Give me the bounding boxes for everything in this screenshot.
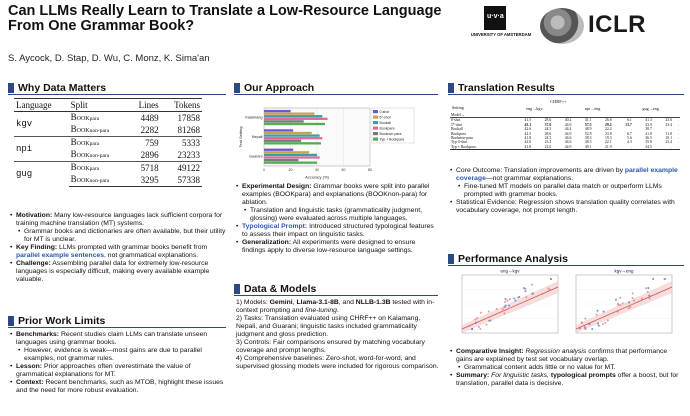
setting-cell: Typ + Bookpara [450, 145, 512, 150]
lang-cell: kgv [16, 119, 33, 129]
value-cell: 22.2 [604, 127, 612, 132]
scatter-point [617, 311, 619, 313]
scatter-point [503, 306, 505, 308]
scatter-point [488, 310, 490, 312]
bar [264, 132, 312, 134]
bar [264, 140, 301, 142]
lines-cell: 2282 [140, 125, 159, 135]
lines-cell: 4489 [140, 113, 159, 123]
scatter-point [505, 298, 507, 300]
section-bar-icon [8, 316, 14, 326]
value-cell: 42.6 [524, 140, 532, 145]
scatter-point [476, 317, 478, 319]
value-cell: 11.8 [665, 131, 673, 136]
split-cell: Booknon-para [70, 124, 110, 134]
value-cell: . [678, 131, 679, 136]
value-cell: 44.6 [564, 140, 572, 145]
tokens-cell: 49122 [161, 162, 202, 175]
section-bar-icon [234, 83, 240, 93]
category-label: Kalamang [245, 115, 263, 120]
tokens-cell: 57338 [161, 174, 202, 187]
scatter-point [615, 299, 617, 301]
section-bar-icon [8, 83, 14, 93]
bar [264, 113, 314, 115]
scatter-point [591, 328, 593, 330]
bar-chart-svg [238, 104, 416, 180]
value-cell: 44.9 [552, 145, 572, 150]
value-cell: . [678, 140, 679, 145]
value-cell: 44.9 [564, 122, 572, 127]
scatter-point [607, 319, 609, 321]
scatter-point [652, 278, 654, 280]
divider [8, 327, 226, 328]
legend-swatch [373, 110, 378, 113]
value-cell: 44.4 [564, 127, 572, 132]
split-cell: Bookpara [69, 162, 128, 175]
scatter-point [541, 293, 543, 295]
scatter-point [468, 325, 470, 327]
divider [234, 94, 438, 95]
models-heading: Data & Models [234, 283, 316, 295]
value-cell: 41.5 [512, 118, 532, 123]
bar [264, 156, 320, 158]
scatter-point [506, 300, 508, 302]
group-label: npi→eng [584, 106, 601, 111]
legend-swatch [373, 127, 378, 130]
value-cell: 48.9 [584, 127, 592, 132]
scatter-point [632, 297, 634, 299]
scatter-point [488, 320, 490, 322]
iclr-logo [540, 6, 688, 46]
scatter-point [628, 307, 630, 309]
poster-title: Can LLMs Really Learn to Translate a Low-Resource Language From One Grammar Book? [8, 3, 442, 34]
value-cell: 24.5 [544, 127, 552, 132]
legend-label: 5*-shot [379, 115, 391, 120]
scatter-point [617, 304, 619, 306]
split-cell: Booknon-para [70, 149, 110, 159]
models-p4: 4) Comprehensive baselines: Zero-shot, word-for-word, and supervised glossing models were included for rigorous comparison. [236, 355, 439, 370]
scatter-point [596, 314, 598, 316]
performance-bullets [450, 348, 682, 388]
bar [264, 142, 321, 144]
legend-swatch [373, 116, 378, 119]
table-row [14, 137, 202, 150]
value-cell: 37.6 [544, 122, 552, 127]
legend-swatch [373, 132, 378, 135]
scatter-point [604, 322, 606, 324]
scatter-point [648, 297, 650, 299]
table-row [14, 162, 202, 175]
results-metric: CHRF++ [550, 99, 567, 104]
prior-heading: Prior Work Limits [8, 315, 105, 327]
list-item: • Grammar books and dictionaries are often available, but their utility for MT is unclear. [10, 228, 228, 244]
value-cell: 22.1 [604, 140, 612, 145]
bar [264, 134, 320, 136]
uva-logo [470, 6, 530, 46]
scatter-point [509, 298, 511, 300]
setting-cell: Bookpara [451, 131, 466, 136]
value-cell: 38.3 [584, 136, 592, 141]
scatter-point [579, 327, 581, 329]
x-tick-label: 80 [368, 168, 372, 172]
scatter-point [503, 312, 505, 314]
value-cell: 41.3 [633, 118, 653, 123]
scatter-point [514, 300, 516, 302]
value-cell: 36.5 [645, 136, 652, 141]
scatter-point [585, 328, 587, 330]
scatter-point [629, 306, 631, 308]
scatter-svg [452, 266, 676, 342]
scatter-point [622, 302, 624, 304]
value-cell: 49.1 [572, 145, 592, 150]
lines-cell: 2896 [140, 150, 159, 160]
scatter-point [513, 297, 515, 299]
scatter-point [471, 328, 473, 330]
results-setting: Setting [452, 105, 464, 110]
bar [264, 110, 291, 112]
value-cell: 38.7 [645, 127, 652, 132]
bar [264, 149, 293, 151]
value-cell: 43.9 [645, 122, 652, 127]
results-heading: Translation Results [448, 82, 555, 94]
bar [264, 123, 325, 125]
tokens-cell: 23233 [177, 150, 200, 160]
value-cell: . [678, 127, 679, 132]
value-cell: 44.6 [564, 136, 572, 141]
col-split: Split [69, 99, 128, 112]
plot-title: kgv→eng [614, 268, 634, 274]
scatter-point [628, 301, 630, 303]
bar [264, 118, 328, 120]
scatter-point [647, 291, 649, 293]
table-row [450, 145, 680, 150]
split-cell: Bookpara [70, 112, 100, 122]
value-cell: . [678, 122, 679, 127]
value-cell: 43.1 [524, 122, 532, 127]
value-cell: 19.3 [604, 136, 612, 141]
value-cell: 42.5 [524, 131, 532, 136]
legend-label: Booknon-para [379, 132, 402, 136]
scatter-point [474, 318, 476, 320]
tokens-cell: 17858 [177, 113, 200, 123]
scatter-point [632, 292, 634, 294]
legend-swatch [373, 121, 378, 124]
scatter-point [603, 311, 605, 313]
list-item: • Benchmarks: Recent studies claim LLMs can translate unseen languages using grammar books. [10, 331, 228, 347]
results-table [450, 113, 680, 150]
y-axis-label: Test Setting [238, 126, 243, 148]
scatter-point [485, 324, 487, 326]
value-cell: 29.2 [604, 122, 612, 127]
scatter-point [496, 308, 498, 310]
section-bar-icon [448, 254, 454, 264]
value-cell: 48.5 [584, 140, 592, 145]
value-cell: 28.6 [532, 118, 552, 123]
approach-heading: Our Approach [234, 82, 314, 94]
value-cell: . [673, 118, 680, 123]
group-label: gug→eng [642, 106, 659, 111]
scatter-point [619, 297, 621, 299]
scatter-point [518, 296, 520, 298]
value-cell: 41.8 [645, 131, 652, 136]
data-split-table [14, 98, 202, 187]
scatter-point [648, 295, 650, 297]
plot-title: eng→kgv [500, 268, 520, 274]
list-item: • Generalization: All experiments were designed to ensure findings apply to diverse low-resource language settings. [236, 239, 440, 255]
scatter-point [602, 323, 604, 325]
value-cell: 21.9 [593, 145, 613, 150]
bar [264, 129, 293, 131]
scatter-point [598, 325, 600, 327]
scatter-point [505, 304, 507, 306]
section-bar-icon [448, 83, 454, 93]
scatter-point [656, 292, 658, 294]
scatter-point [581, 322, 583, 324]
tokens-cell: 5333 [161, 137, 202, 150]
value-cell: 23.4 [665, 140, 673, 145]
split-cell: Bookpara [69, 137, 128, 150]
scatter-point [645, 287, 647, 289]
value-cell: 41.8 [524, 136, 532, 141]
setting-cell: Booknon-para [451, 136, 473, 141]
value-cell: . [671, 127, 673, 132]
poster-authors: S. Aycock, D. Stap, D. Wu, C. Monz, K. Sima'an [8, 53, 210, 64]
lang-cell: gug [14, 162, 69, 187]
split-cell: Booknon-para [69, 174, 128, 187]
value-cell: 6.1 [613, 118, 633, 123]
value-cell: 5.6 [627, 136, 632, 141]
value-cell: 52.8 [584, 131, 592, 136]
lines-cell: 759 [127, 137, 160, 150]
scatter-point [475, 322, 477, 324]
legend-label: 0-shot [379, 110, 390, 114]
lang-cell: npi [14, 137, 69, 162]
uva-name: UNIVERSITY OF AMSTERDAM [470, 32, 532, 37]
bar [264, 154, 317, 156]
value-cell: 31.1 [572, 118, 592, 123]
setting-cell: Bookall [451, 127, 464, 132]
value-cell: 28.6 [544, 131, 552, 136]
bar [264, 115, 322, 117]
x-tick-label: 20 [288, 168, 293, 172]
list-item: • Core Outcome: Translation improvements are driven by parallel example coverage—not grammar explanations. [450, 167, 682, 183]
scatter-point [524, 290, 526, 292]
value-cell: 34.5 [633, 145, 653, 150]
scatter-point [641, 298, 643, 300]
legend-label: Typ + Bookpara [379, 137, 405, 142]
bar [264, 151, 309, 153]
scatter-point [547, 287, 549, 289]
col-language: Language [14, 99, 69, 112]
regression-plots [452, 266, 676, 342]
scatter-point [525, 296, 527, 298]
x-axis-label: Accuracy (%) [305, 174, 329, 180]
value-cell: 40.2 [552, 118, 572, 123]
models-text [236, 299, 440, 371]
value-cell: 4.3 [627, 140, 632, 145]
scatter-point [647, 287, 649, 289]
performance-heading: Performance Analysis [448, 253, 568, 265]
value-cell: 23.8 [604, 131, 612, 136]
x-tick-label: 60 [341, 168, 346, 172]
value-cell: 41.8 [512, 145, 532, 150]
bar [264, 161, 317, 163]
divider [8, 94, 226, 95]
list-item: • Grammatical content adds little or no value for MT. [450, 364, 682, 372]
list-item: • Fine-tuned MT models on parallel data match or outperform LLMs prompted with grammar books. [450, 183, 682, 199]
setting-cell: Typ 0-shot [451, 140, 468, 145]
list-item: • However, evidence is weak—most gains are due to parallel examples, not grammar rules. [10, 347, 228, 363]
models-p1: 1) Models: Gemini, Llama-3.1-8B, and NLLB-1.3B tested with in-context prompting and fine-tuning. [236, 299, 435, 314]
value-cell: 35.9 [645, 140, 652, 145]
iclr-brain-icon [540, 8, 584, 44]
legend-label: Bookall [379, 121, 391, 125]
scatter-point [478, 326, 480, 328]
value-cell: 26.6 [593, 118, 613, 123]
value-cell: . [673, 145, 680, 150]
scatter-point [531, 293, 533, 295]
value-cell: 22.0 [532, 145, 552, 150]
value-cell: 23.4 [665, 122, 673, 127]
results-bullets [450, 167, 682, 215]
scatter-point [597, 322, 599, 324]
value-cell: 24.5 [544, 136, 552, 141]
scatter-point [589, 323, 591, 325]
category-label: Nepali [251, 134, 263, 139]
list-item: • Experimental Design: Grammar books were split into parallel examples (BOOKpara) and explanations (BOOKnon-para) for ablation. [236, 183, 440, 207]
x-tick-label: 40 [315, 168, 319, 172]
list-item: • Key Finding: LLMs prompted with grammar books benefit from parallel example sentences, not grammatical explanations. [10, 244, 228, 260]
list-item: • Typological Prompt: Introduced structured typological features to assess their impact on linguistic tasks. [236, 223, 440, 239]
models-p2: 2) Tasks: Translation evaluated using CHRF++ on Kalamang, Nepali, and Guarani; linguistic tasks included grammaticality judgment and gloss prediction. [236, 315, 421, 338]
scatter-point [550, 278, 552, 280]
results-groups [505, 106, 680, 111]
list-item: • Challenge: Assembling parallel data for extremely low-resource languages is especially difficult, making every available example valuable. [10, 260, 228, 284]
table-row [14, 112, 202, 125]
scatter-point [508, 305, 510, 307]
scatter-point [502, 308, 504, 310]
value-cell: 23.6 [653, 118, 673, 123]
group-label: eng→kgv [526, 106, 543, 111]
why-heading: Why Data Matters [8, 82, 106, 94]
divider [234, 295, 438, 296]
value-cell: 57.5 [584, 122, 592, 127]
value-cell: 6.7 [627, 131, 632, 136]
scatter-point [480, 312, 482, 314]
list-item: • Lesson: Prior approaches often overestimate the value of grammatical explanations for MT. [10, 363, 228, 379]
col-tokens: Tokens [161, 99, 202, 112]
models-p3: 3) Controls: Fair comparisons ensured by matching vocabulary coverage and prompt lengths. [236, 339, 425, 354]
col-lines: Lines [127, 99, 160, 112]
category-label: Guarani [248, 154, 263, 159]
approach-bullets [236, 183, 440, 255]
bar [264, 120, 304, 122]
scatter-point [633, 300, 635, 302]
section-bar-icon [234, 284, 240, 294]
list-item: • Summary: For linguistic tasks, typological prompts offer a boost, but for translation, parallel data is decisive. [450, 372, 682, 388]
iclr-wordmark: ICLR [588, 11, 646, 38]
value-cell: . [653, 145, 673, 150]
value-cell: 42.6 [524, 127, 532, 132]
list-item: • Context: Recent benchmarks, such as MTOB, highlight these issues and the need for more robust evaluation. [10, 379, 228, 395]
tokens-cell: 81268 [177, 125, 200, 135]
scatter-point [663, 278, 665, 280]
scatter-point [619, 304, 621, 306]
scatter-point [504, 301, 506, 303]
divider [448, 94, 684, 95]
x-tick-label: 0 [263, 168, 265, 172]
value-cell: 44.9 [564, 131, 572, 136]
scatter-point [596, 310, 598, 312]
lines-cell: 3295 [127, 174, 160, 187]
value-cell: . [678, 136, 679, 141]
value-cell: . [630, 127, 632, 132]
prior-bullets [10, 331, 228, 395]
approach-chart [238, 104, 416, 180]
value-cell: 13.7 [625, 122, 632, 127]
list-item: • Motivation: Many low-resource languages lack sufficient corpora for training machine translation (MT) systems. [10, 212, 228, 228]
value-cell: 23.2 [544, 140, 552, 145]
list-item: • Comparative Insight: Regression analysis confirms that performance gains are explained by test set vocabulary overlap. [450, 348, 682, 364]
scatter-point [531, 284, 533, 286]
why-bullets [10, 212, 228, 284]
bar [264, 137, 322, 139]
lines-cell: 5718 [127, 162, 160, 175]
list-item: • Statistical Evidence: Regression shows translation quality correlates with vocabulary coverage, not prompt length. [450, 199, 682, 215]
setting-cell: 5*-shot [451, 122, 463, 127]
value-cell: 10.1 [665, 136, 673, 141]
bar [264, 159, 298, 161]
scatter-point [524, 288, 526, 290]
setting-cell: 0-shot [450, 118, 512, 123]
scatter-point [584, 318, 586, 320]
value-cell: . [613, 145, 633, 150]
uva-seal-icon: u·v·a [484, 6, 506, 30]
setting-cell: Model→ [450, 113, 512, 118]
legend-swatch [373, 138, 378, 141]
scatter-point [479, 328, 481, 330]
list-item: • Translation and linguistic tasks (grammaticality judgment, glossing) were evaluated across multiple languages. [236, 207, 440, 223]
legend-label: Bookpara [379, 126, 395, 131]
